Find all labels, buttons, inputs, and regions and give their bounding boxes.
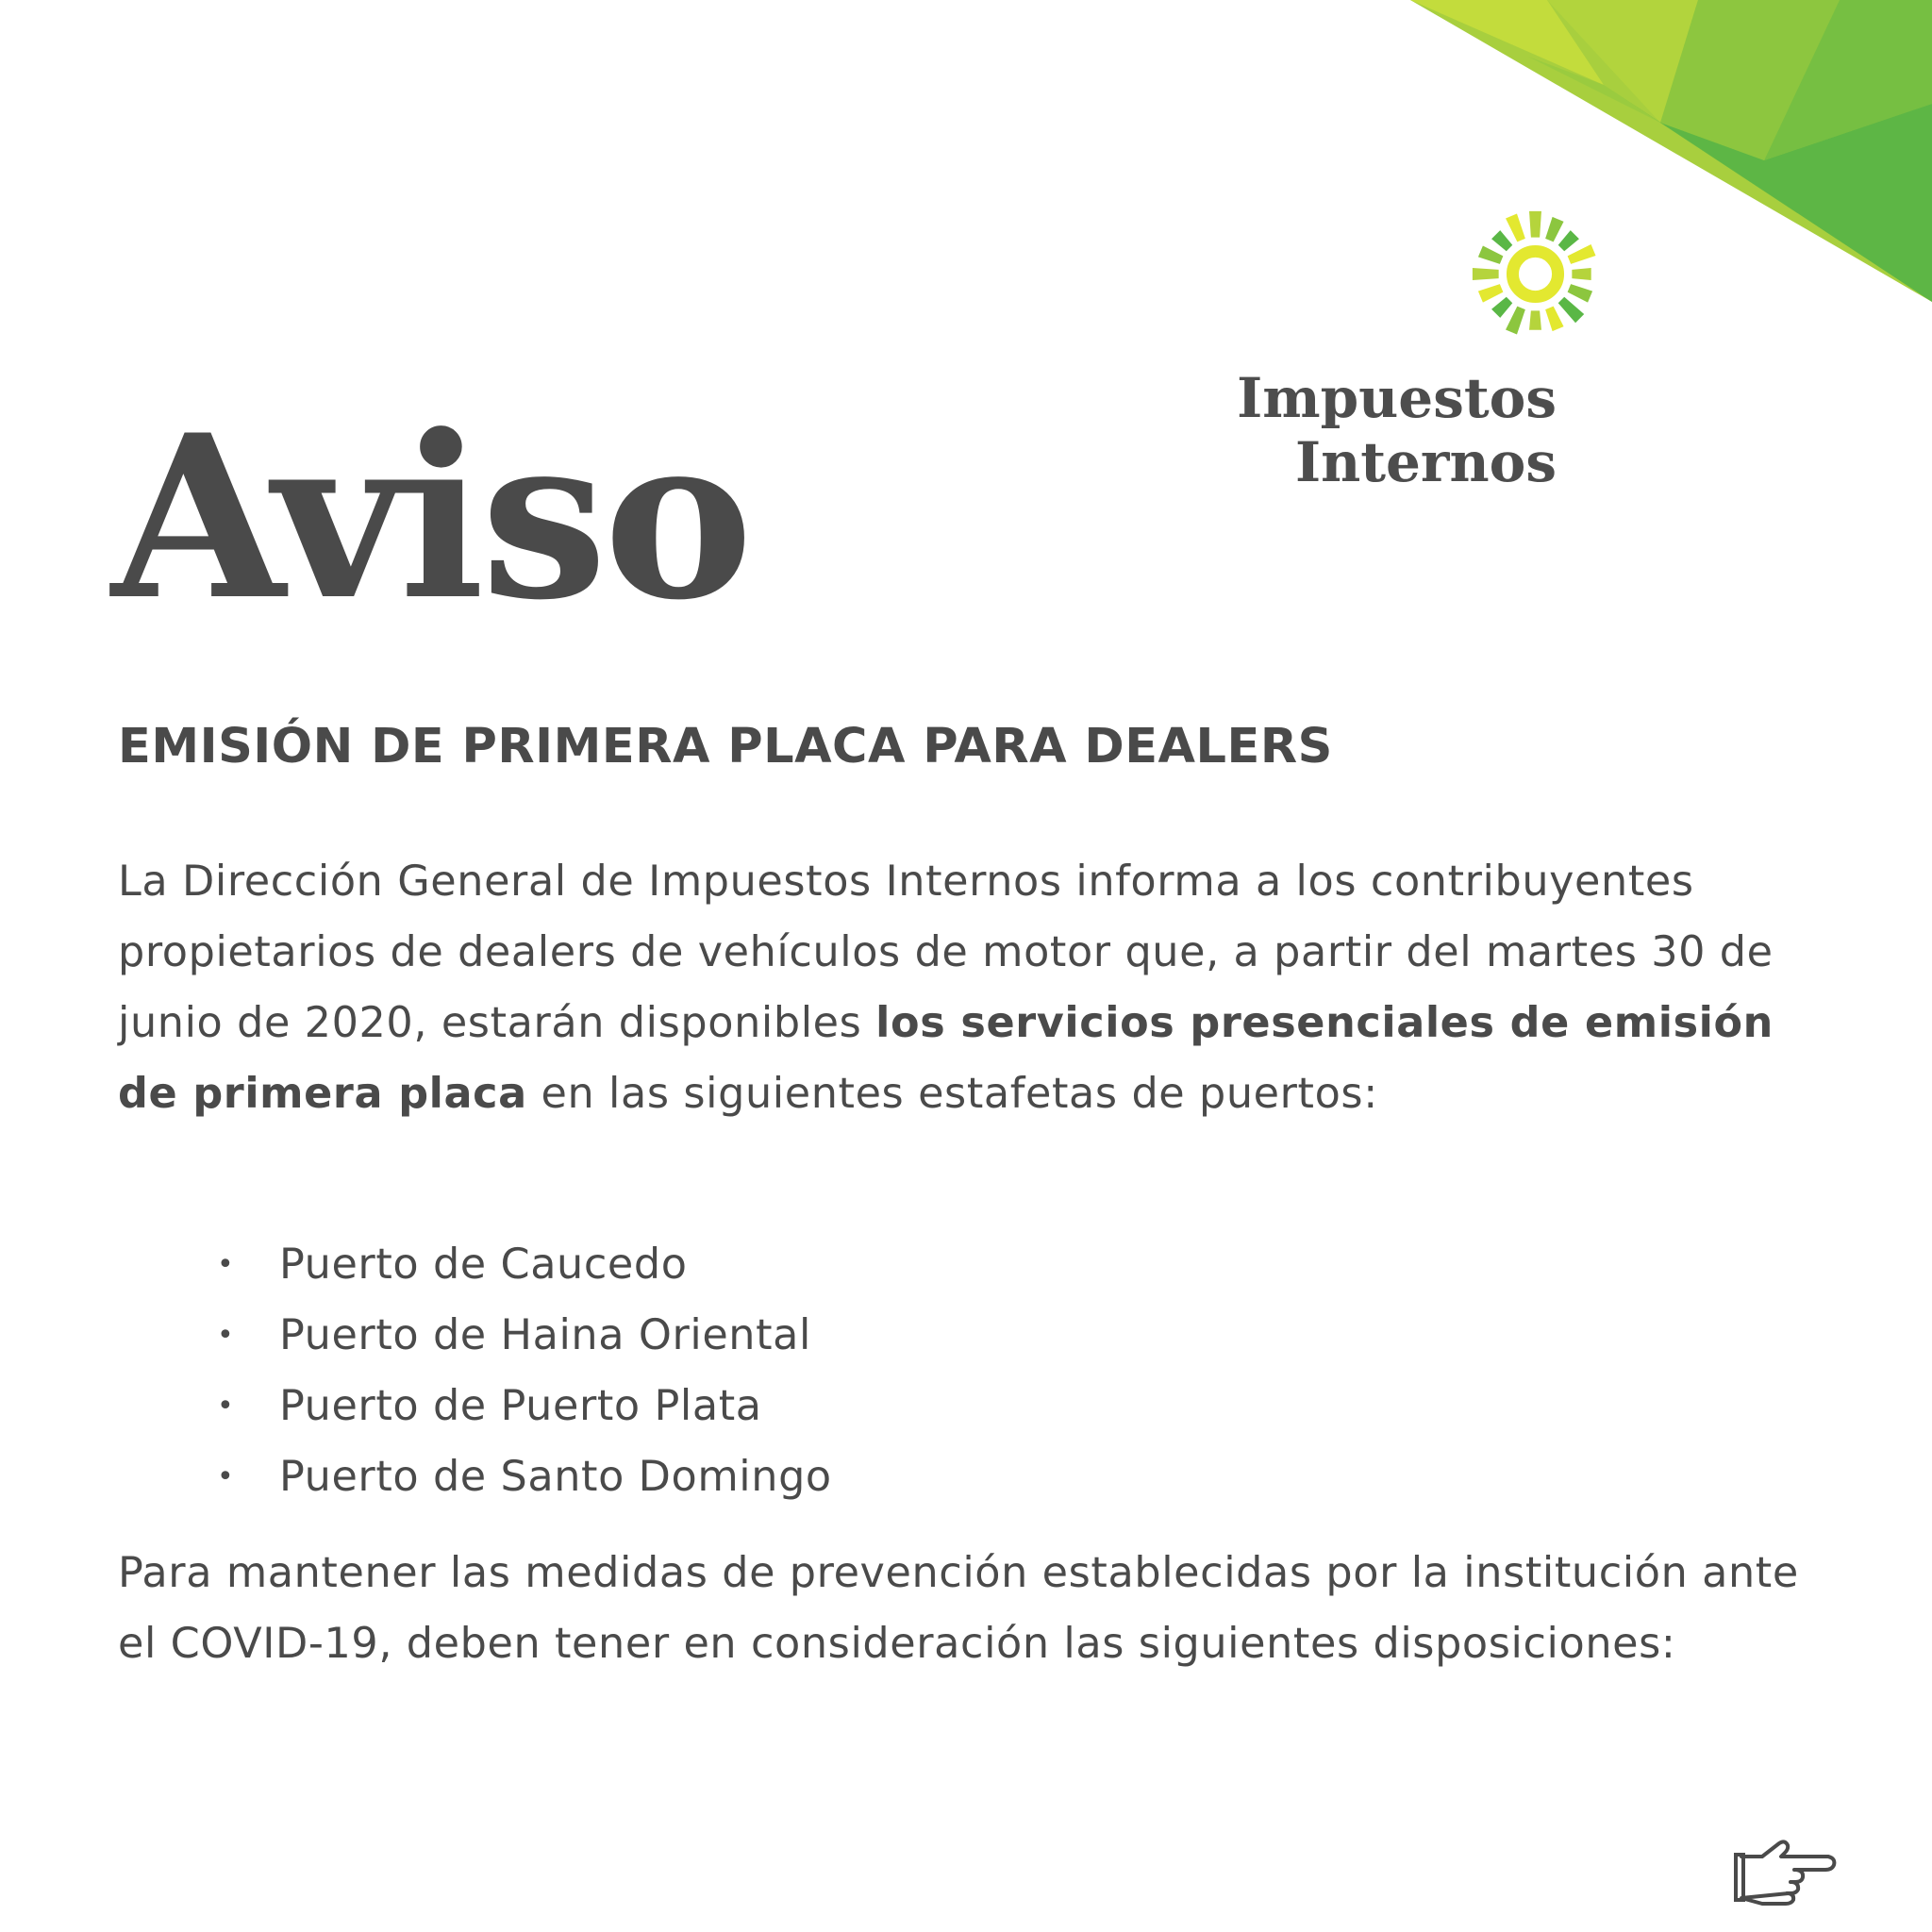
- logo-ray: [1545, 307, 1563, 331]
- bullet: •: [217, 1390, 235, 1423]
- logo-ray: [1506, 213, 1525, 242]
- brand-line-2: Internos: [1294, 430, 1557, 494]
- bullet: •: [217, 1319, 235, 1352]
- brand-logo-text: [1217, 366, 1557, 494]
- logo-ray: [1572, 268, 1591, 280]
- notice-subtitle: EMISIÓN DE PRIMERA PLACA PARA DEALERS: [118, 719, 1333, 774]
- logo-ray: [1529, 211, 1541, 238]
- list-item: [217, 1441, 832, 1512]
- list-item: [217, 1229, 832, 1300]
- page-title: Aviso: [111, 387, 750, 650]
- intro-text-start: La Dirección General de Impuestos Internos informa a los contribuyentes propietarios de dealers de vehículos de motor que, a partir del martes 30 de junio de 2020, estarán disponibles: [118, 858, 1774, 1047]
- list-item: [217, 1300, 832, 1371]
- brand-line-1: Impuestos: [1237, 366, 1557, 430]
- bullet: •: [217, 1460, 235, 1493]
- port-name: Puerto de Haina Oriental: [279, 1311, 811, 1359]
- port-name: Puerto de Santo Domingo: [279, 1453, 832, 1501]
- covid-paragraph: Para mantener las medidas de prevención establecidas por la institución ante el COVID-19, deben tener en consideración las siguientes disposiciones:: [118, 1549, 1799, 1668]
- logo-ray: [1558, 230, 1579, 251]
- logo-ray: [1545, 217, 1563, 242]
- logo-ray: [1491, 297, 1512, 318]
- port-name: Puerto de Puerto Plata: [279, 1382, 762, 1430]
- logo-ray: [1506, 307, 1525, 335]
- logo-ray: [1568, 284, 1592, 302]
- bullet: •: [217, 1248, 235, 1281]
- logo-ray: [1478, 245, 1503, 263]
- intro-text-bold: los servicios presenciales de emisión de primera placa: [118, 999, 1774, 1118]
- brand-logo-mark: [1448, 187, 1623, 361]
- logo-ray: [1568, 244, 1596, 264]
- intro-paragraph: [118, 846, 1835, 1129]
- list-item: [217, 1371, 832, 1441]
- port-name: Puerto de Caucedo: [279, 1241, 688, 1289]
- logo-ray: [1491, 230, 1512, 251]
- logo-ray: [1558, 297, 1584, 323]
- logo-ray: [1478, 284, 1503, 302]
- logo-ray: [1473, 268, 1499, 280]
- logo-ray: [1529, 310, 1541, 329]
- pointing-hand-icon[interactable]: [1734, 1838, 1840, 1906]
- ports-list: [217, 1229, 832, 1512]
- intro-text-end: en las siguientes estafetas de puertos:: [526, 1070, 1378, 1118]
